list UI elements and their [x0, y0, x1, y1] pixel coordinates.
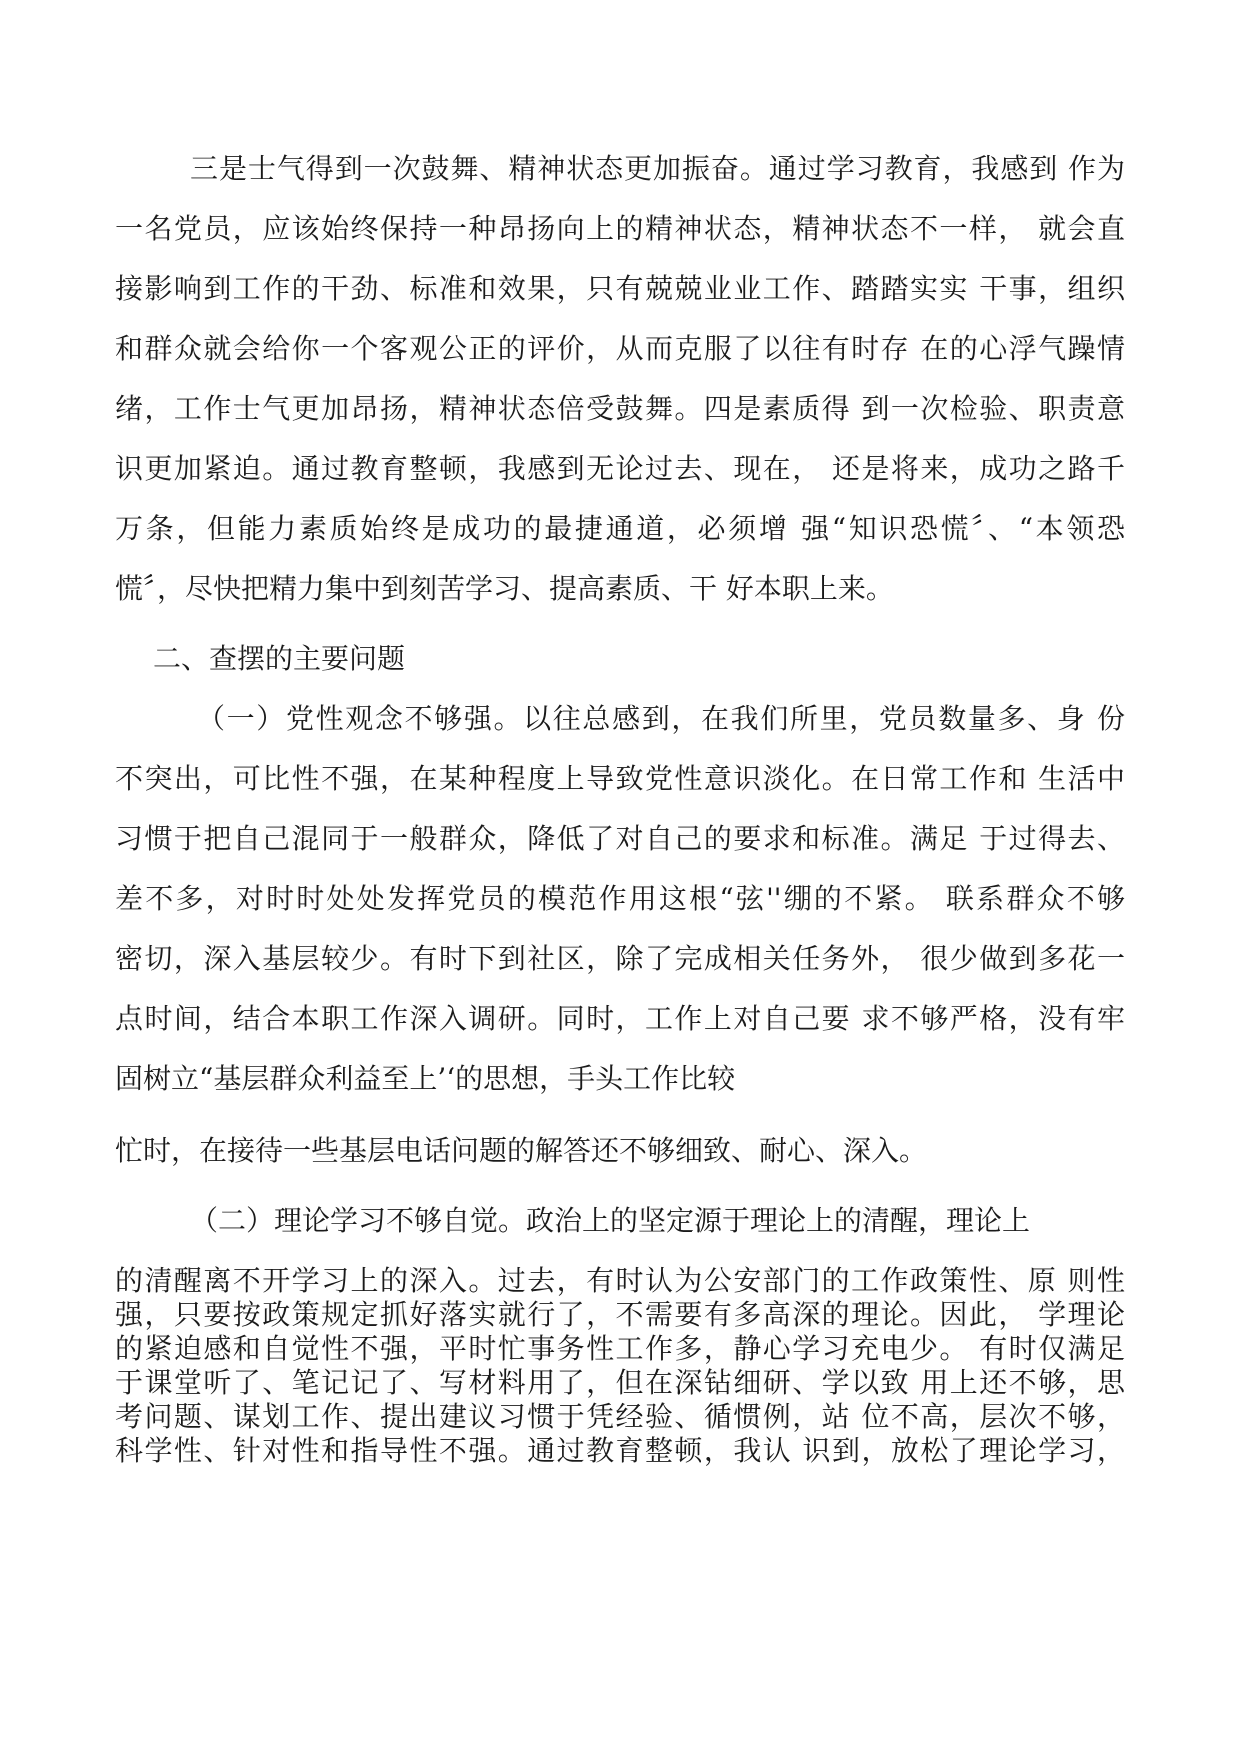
text-line: 三是士气得到一次鼓舞、精神状态更加振奋。通过学习教育，我感到 作为: [190, 152, 1125, 185]
text-line: 忙时，在接待一些基层电话问题的解答还不够细致、耐心、深入。: [115, 1134, 928, 1167]
section-heading: 二、查摆的主要问题: [153, 642, 406, 675]
text-line: 慌〞，尽快把精力集中到刻苦学习、提高素质、干 好本职上来。: [115, 572, 894, 605]
text-line: 绪，工作士气更加昂扬，精神状态倍受鼓舞。四是素质得 到一次检验、职责意: [115, 392, 1125, 425]
text-line: 考问题、谋划工作、提出建议习惯于凭经验、循惯例，站 位不高，层次不够，: [115, 1400, 1125, 1433]
text-line: 识更加紧迫。通过教育整顿，我感到无论过去、现在， 还是将来，成功之路千: [115, 452, 1125, 485]
text-line: 科学性、针对性和指导性不强。通过教育整顿，我认 识到，放松了理论学习，: [115, 1434, 1125, 1467]
text-line: 于课堂听了、笔记记了、写材料用了，但在深钻细研、学以致 用上还不够，思: [115, 1366, 1125, 1399]
text-line: 强，只要按政策规定抓好落实就行了，不需要有多高深的理论。因此， 学理论: [115, 1298, 1125, 1331]
text-line: （一）党性观念不够强。以往总感到，在我们所里，党员数量多、身 份: [197, 702, 1125, 735]
text-line: 不突出，可比性不强，在某种程度上导致党性意识淡化。在日常工作和 生活中: [115, 762, 1125, 795]
text-line: 万条，但能力素质始终是成功的最捷通道，必须增 强“知识恐慌〞、“本领恐: [115, 512, 1125, 545]
text-line: 的清醒离不开学习上的深入。过去，有时认为公安部门的工作政策性、原 则性: [115, 1264, 1125, 1297]
text-line: 点时间，结合本职工作深入调研。同时，工作上对自己要 求不够严格，没有牢: [115, 1002, 1125, 1035]
text-line: 的紧迫感和自觉性不强，平时忙事务性工作多，静心学习充电少。 有时仅满足: [115, 1332, 1125, 1365]
text-line: 和群众就会给你一个客观公正的评价，从而克服了以往有时存 在的心浮气躁情: [115, 332, 1125, 365]
text-line: （二）理论学习不够自觉。政治上的坚定源于理论上的清醒，理论上: [190, 1204, 1031, 1237]
text-line: 一名党员，应该始终保持一种昂扬向上的精神状态，精神状态不一样， 就会直: [115, 212, 1125, 245]
text-line: 接影响到工作的干劲、标准和效果，只有兢兢业业工作、踏踏实实 干事，组织: [115, 272, 1125, 305]
text-line: 密切，深入基层较少。有时下到社区，除了完成相关任务外， 很少做到多花一: [115, 942, 1125, 975]
text-line: 习惯于把自己混同于一般群众，降低了对自己的要求和标准。满足 于过得去、: [115, 822, 1125, 855]
text-line: 固树立“基层群众利益至上’‘的思想，手头工作比较: [115, 1062, 736, 1095]
text-line: 差不多，对时时处处发挥党员的模范作用这根“弦''绷的不紧。 联系群众不够: [115, 882, 1125, 915]
